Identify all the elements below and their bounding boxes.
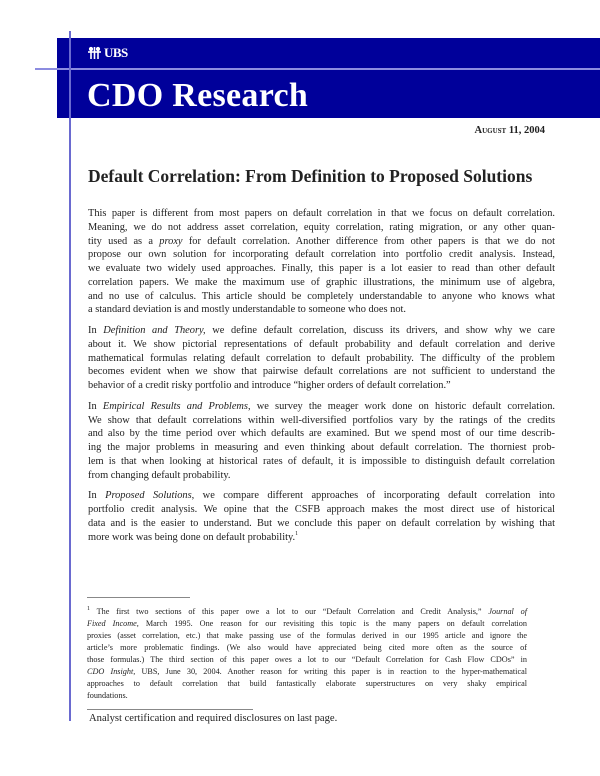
text-line	[87, 618, 527, 630]
text-run: we define default correlation, discuss its drivers, and show why we care	[205, 325, 555, 336]
text-line: propose our own solution for incorporating default correlation into portfolio credit analysis. Instead,	[88, 249, 555, 261]
text-line: article’s more problematic findings. (We also would have appreciated being cited more often as the source of	[87, 643, 527, 652]
footnote-marker: 1	[87, 606, 90, 612]
text-line: becomes evident when we show that pairwise default correlations are not sufficient to understand the	[88, 366, 555, 378]
text-run: tity used as a	[88, 235, 160, 247]
disclosure-separator	[87, 709, 253, 710]
document-body	[88, 207, 555, 551]
paragraph	[88, 324, 555, 393]
text-line: those formulas.) The third section of this paper owes a lot to our “Default Correlation for Cash Flow CDOs” in	[87, 655, 527, 664]
text-run: for default correlation. Another difference from other papers is that we do not	[182, 235, 556, 247]
text-line: behavior of a credit risky portfolio and introduce “higher orders of default correlation.”	[88, 380, 451, 391]
italic-reference: Definition and Theory,	[103, 325, 206, 336]
text-line: approaches to default correlation that build fantastically elaborate superstructures on very shaky empirical	[87, 679, 527, 688]
text-run: In	[88, 490, 106, 502]
text-line	[87, 606, 527, 618]
text-line: data and is the easier to understand. But we conclude this paper on default correlation by wishing that	[88, 517, 555, 529]
text-line	[88, 400, 555, 414]
text-line: Meaning, we do not address asset correlation, equity correlation, rating migration, or any other quan-	[88, 221, 555, 233]
text-run: In	[88, 325, 104, 336]
publication-title: CDO Research	[87, 77, 309, 114]
text-line: portfolio credit analysis. We opine that the CSFB approach makes the most direct use of historical	[88, 504, 555, 515]
italic-reference: Empirical Results and Problems	[102, 400, 248, 412]
text-run: March 1995. One reason for our revisiting this topic is the many papers on default correlation	[138, 619, 527, 628]
footnote-marker: 1	[295, 530, 299, 537]
disclosure-note: Analyst certification and required disclosures on last page.	[89, 713, 338, 724]
text-line: a standard deviation is and mostly understandable to someone who does not.	[88, 304, 407, 316]
text-line: we evaluate two widely used approaches. Finally, this paper is a lot easier to read than other default	[88, 263, 555, 274]
text-line: foundations.	[87, 691, 128, 700]
text-run: In	[88, 400, 103, 412]
ubs-keys-icon	[87, 46, 102, 60]
text-line: correlation papers. We make the maximum use of graphic illustrations, the minimum use of algebra,	[88, 276, 555, 288]
publication-date: August 11, 2004	[474, 125, 545, 136]
italic-reference: Journal of	[488, 607, 527, 616]
italic-reference: proxy	[159, 235, 183, 247]
text-line: ing the major problems in measuring and even thinking about default correlation. The thorniest prob-	[88, 442, 555, 453]
ubs-logo	[87, 45, 128, 61]
text-line: We show that default correlations within well-diversified portfolios vary by the ratings of the credits	[88, 414, 555, 426]
text-run: The first two sections of this paper owe a lot to our “Default Correlation and Credit Analysis,”	[90, 607, 489, 616]
logo-text: UBS	[104, 45, 128, 60]
margin-rule	[69, 31, 71, 721]
text-run: , we compare different approaches of incorporating default correlation into	[191, 490, 555, 502]
text-line: from changing default probability.	[88, 469, 231, 481]
text-line: lem is that when looking at historical rates of default, it is impossible to distinguish default correlation	[88, 455, 555, 467]
paragraph	[88, 489, 555, 544]
paragraph	[88, 207, 555, 317]
text-line	[88, 489, 555, 503]
text-line	[88, 235, 555, 249]
text-run: , UBS, June 30, 2004. Another reason for writing this paper is in reaction to the hyper-mathematical	[133, 667, 527, 676]
text-line	[87, 666, 527, 678]
text-line: This paper is different from most papers on default correlation in that we focus on default correlation.	[88, 208, 555, 219]
header-divider	[35, 68, 600, 70]
text-line: proxies (asset correlation, etc.) that make passing use of the formulas derived in our 1995 article and ignore the	[87, 631, 527, 640]
footnote	[87, 606, 527, 702]
italic-reference: Proposed Solutions	[105, 490, 192, 502]
text-line: and also by the time period over which defaults are examined. But we spend most of our time describ-	[88, 428, 555, 440]
text-run: more work was being done on default probability.	[88, 531, 296, 543]
text-run: , we survey the meager work done on historic default correlation.	[247, 400, 555, 412]
footnote-separator	[87, 597, 190, 598]
document-title: Default Correlation: From Definition to Proposed Solutions	[88, 166, 533, 186]
paragraph	[88, 400, 555, 483]
text-line: and no use of calculus. This article should be completely understandable to anyone who knows what	[88, 290, 555, 302]
italic-reference: CDO Insight	[87, 667, 134, 676]
text-line	[88, 324, 555, 338]
italic-reference: Fixed Income,	[87, 619, 139, 628]
text-line: about it. We show pictorial representations of default probability and default correlation and derive	[88, 338, 555, 350]
text-line: mathematical formulas relating default correlation to default probability. The difficulty of the problem	[88, 352, 555, 364]
text-line	[88, 531, 555, 545]
